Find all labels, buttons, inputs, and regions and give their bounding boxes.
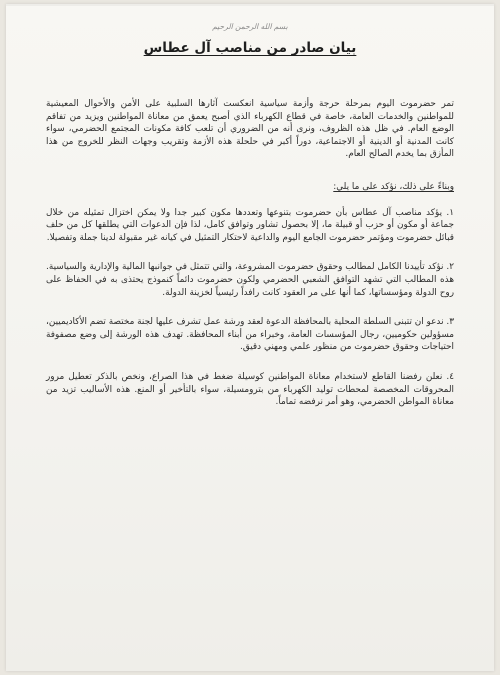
- point-3: [46, 316, 454, 354]
- statement-title: بيان صادر من مناصب آل عطاس: [143, 40, 357, 56]
- point-1: [46, 207, 454, 245]
- lead-in-line: وبناءً على ذلك، نؤكد على ما يلي:: [333, 181, 454, 192]
- point-text: يؤكد مناصب آل عطاس بأن حضرموت بتنوعها وتعددها مكون كبير جدا ولا يمكن اختزال تمثيله من خلال جماعة أو مكون أو حزب أو قبيلة ما، إلا بحصول تشاور وتوافق كامل، لذا فإن الدعوات التي يطلقها كل من حلف قبائل حضرموت ومؤتمر حضرموت الجامع اليوم والداعية لاحتكار التمثيل في كيانه غير مقبولة لدينا جملة وتفصيلا.: [46, 207, 454, 243]
- point-number: ٢.: [446, 262, 455, 273]
- point-number: ٣.: [446, 317, 454, 328]
- point-number: ٤.: [446, 371, 454, 382]
- intro-paragraph: تمر حضرموت اليوم بمرحلة حرجة وأزمة سياسية انعكست آثارها السلبية على الأمن والأحوال المعيشية للمواطنين والخدمات العامة، خاصة في قطاع الكهرباء الذي أصبح يعمق من معاناة المواطنين ويزيد من تفاقم الوضع العام. في ظل هذه الظروف، ونرى أنه من الضروري أن تلعب كافة مكونات المجتمع الحضرمي، سواء كانت المدنية أو الدينية أو الاجتماعية، دوراً أكبر في حلحلة هذه الأزمة وتقريب وجهات النظر للخروج من هذا المأزق بما يخدم الصالح العام.: [46, 99, 454, 160]
- point-4: [46, 371, 454, 409]
- point-text: ندعو ان تتبنى السلطة المحلية بالمحافظة الدعوة لعقد ورشة عمل تشرف عليها لجنة مختصة تضم الأكاديميين، مسؤولين حكوميين، رجال المؤسسات العامة، وخبراء من أبناء المحافظة. تهدف هذه الورشة إلى وضع مصفوفة احتياجات وحقوق حضرموت من منظور علمي ومهني دقيق.: [46, 317, 454, 353]
- point-number: ١.: [446, 207, 454, 218]
- document-body: [46, 22, 454, 426]
- point-text: نعلن رفضنا القاطع لاستخدام معاناة المواطنين كوسيلة ضغط في هذا الصراع، ونخص بالذكر تعطيل مرور المحروقات المخصصة لمحطات توليد الكهرباء من بترومسيلة، سواء بالتأخير أو المنع. هذه الأساليب تزيد من معاناة المواطن الحضرمي، وهو أمر نرفضه تماماً.: [46, 371, 454, 408]
- point-text: نؤكد تأييدنا الكامل لمطالب وحقوق حضرموت المشروعة، والتي تتمثل في جوانبها المالية والإدارية والسياسية. هذه المطالب التي تشهد التوافق الشعبي الحضرمي ولكون حضرموت دائماً كنموذج يحتذى به في الحفاظ على روح الدولة ومؤسساتها، كما أنها على مر العقود كانت رافداً رئيسياً لخزينة الدولة.: [46, 262, 454, 298]
- page-fold-shadow: [6, 4, 494, 6]
- basmala-header: بسم الله الرحمن الرحيم: [212, 22, 288, 31]
- document-page: [6, 4, 494, 671]
- point-2: [46, 261, 454, 299]
